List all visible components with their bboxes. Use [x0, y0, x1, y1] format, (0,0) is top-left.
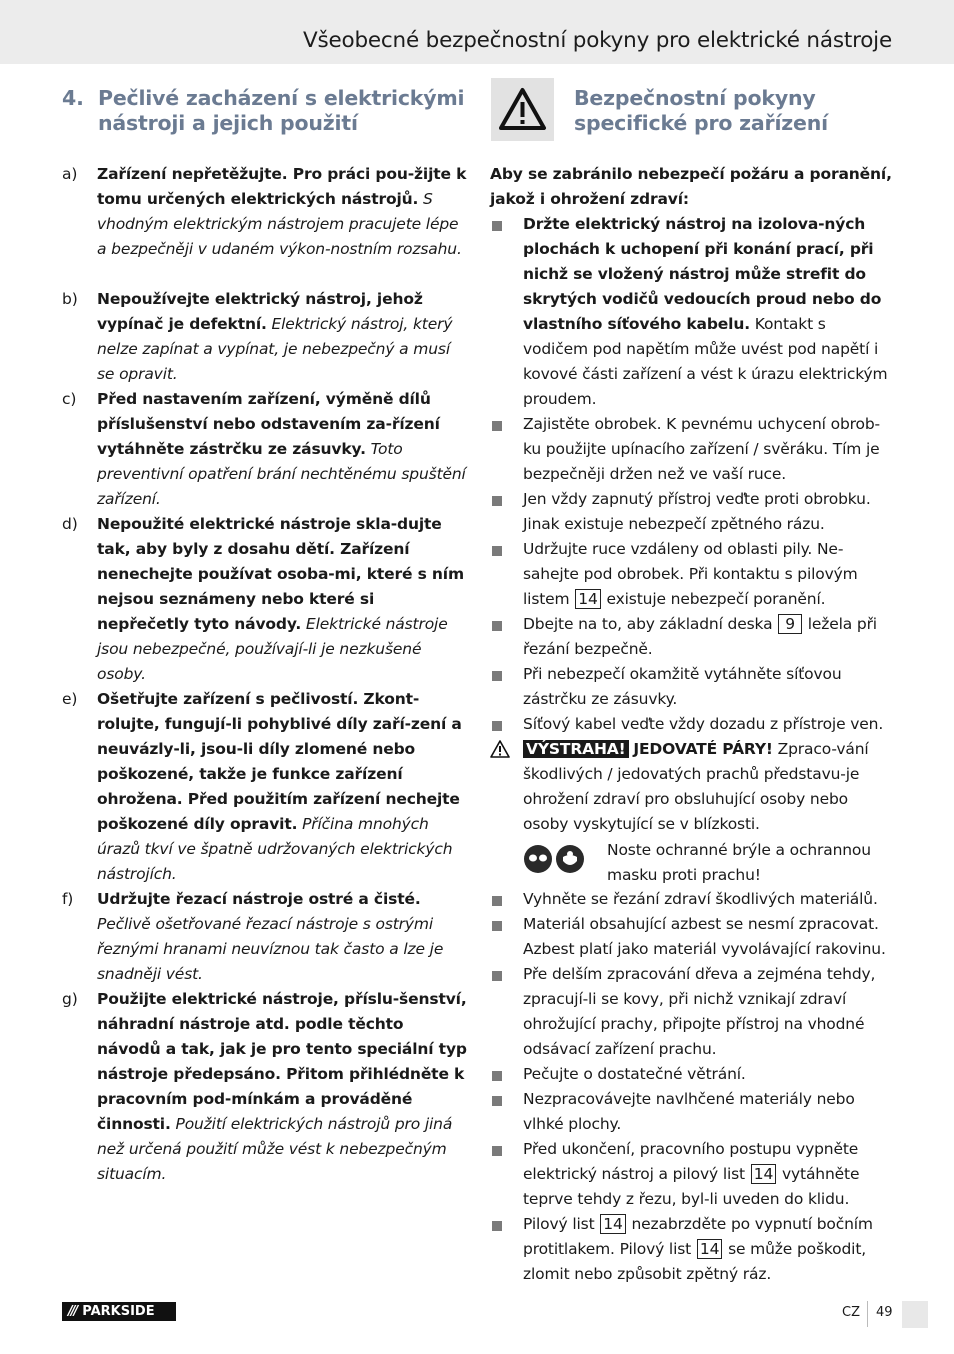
bullet-square: [492, 1221, 502, 1231]
warning-label: VÝSTRAHA!: [523, 740, 629, 758]
header-bar: [0, 0, 954, 64]
warning-icon-box: [491, 78, 554, 141]
goggles-and-mask-icon: [523, 843, 587, 875]
footer-tab: [902, 1301, 928, 1328]
ref-number: 9: [778, 614, 802, 634]
section-number: 4.: [62, 86, 84, 110]
warning-small-icon: [490, 740, 510, 758]
ref-number: 14: [697, 1239, 722, 1259]
ref-number: 14: [600, 1214, 625, 1234]
ref-number: 14: [751, 1164, 776, 1184]
intro-text: Aby se zabránilo nebezpečí požáru a poranění, jakož i ohrožení zdraví:: [490, 165, 892, 208]
bullet-square: [492, 221, 502, 231]
section-title: Pečlivé zacházení s elektrickými nástroji a jejich použití: [98, 86, 465, 135]
brand-logo: [62, 1302, 176, 1321]
bullet-square: [492, 496, 502, 506]
footer-divider: [867, 1301, 868, 1327]
warning-triangle-icon: [491, 78, 554, 141]
bullet-square: [492, 1146, 502, 1156]
page-header-title: Všeobecné bezpečnostní pokyny pro elektrické nástroje: [302, 28, 892, 53]
bullet-square: [492, 671, 502, 681]
ppe-text: Noste ochranné brýle a ochrannou masku proti prachu!: [607, 841, 871, 884]
bullet-square: [492, 621, 502, 631]
bullet-square: [492, 721, 502, 731]
bullet-square: [492, 1071, 502, 1081]
page-number: 49: [876, 1305, 893, 1320]
bullet-square: [492, 546, 502, 556]
bullet-square: [492, 971, 502, 981]
bullet-square: [492, 421, 502, 431]
bullet-square: [492, 921, 502, 931]
bullet-square: [492, 896, 502, 906]
language-code: CZ: [842, 1305, 860, 1320]
brand-name: PARKSIDE: [82, 1304, 155, 1319]
ppe-icons: [523, 843, 587, 875]
section-title: Bezpečnostní pokyny specifické pro zařízení: [574, 86, 828, 135]
bullet-square: [492, 1096, 502, 1106]
logo-slashes-icon: ///: [68, 1304, 77, 1319]
ref-number: 14: [575, 589, 600, 609]
